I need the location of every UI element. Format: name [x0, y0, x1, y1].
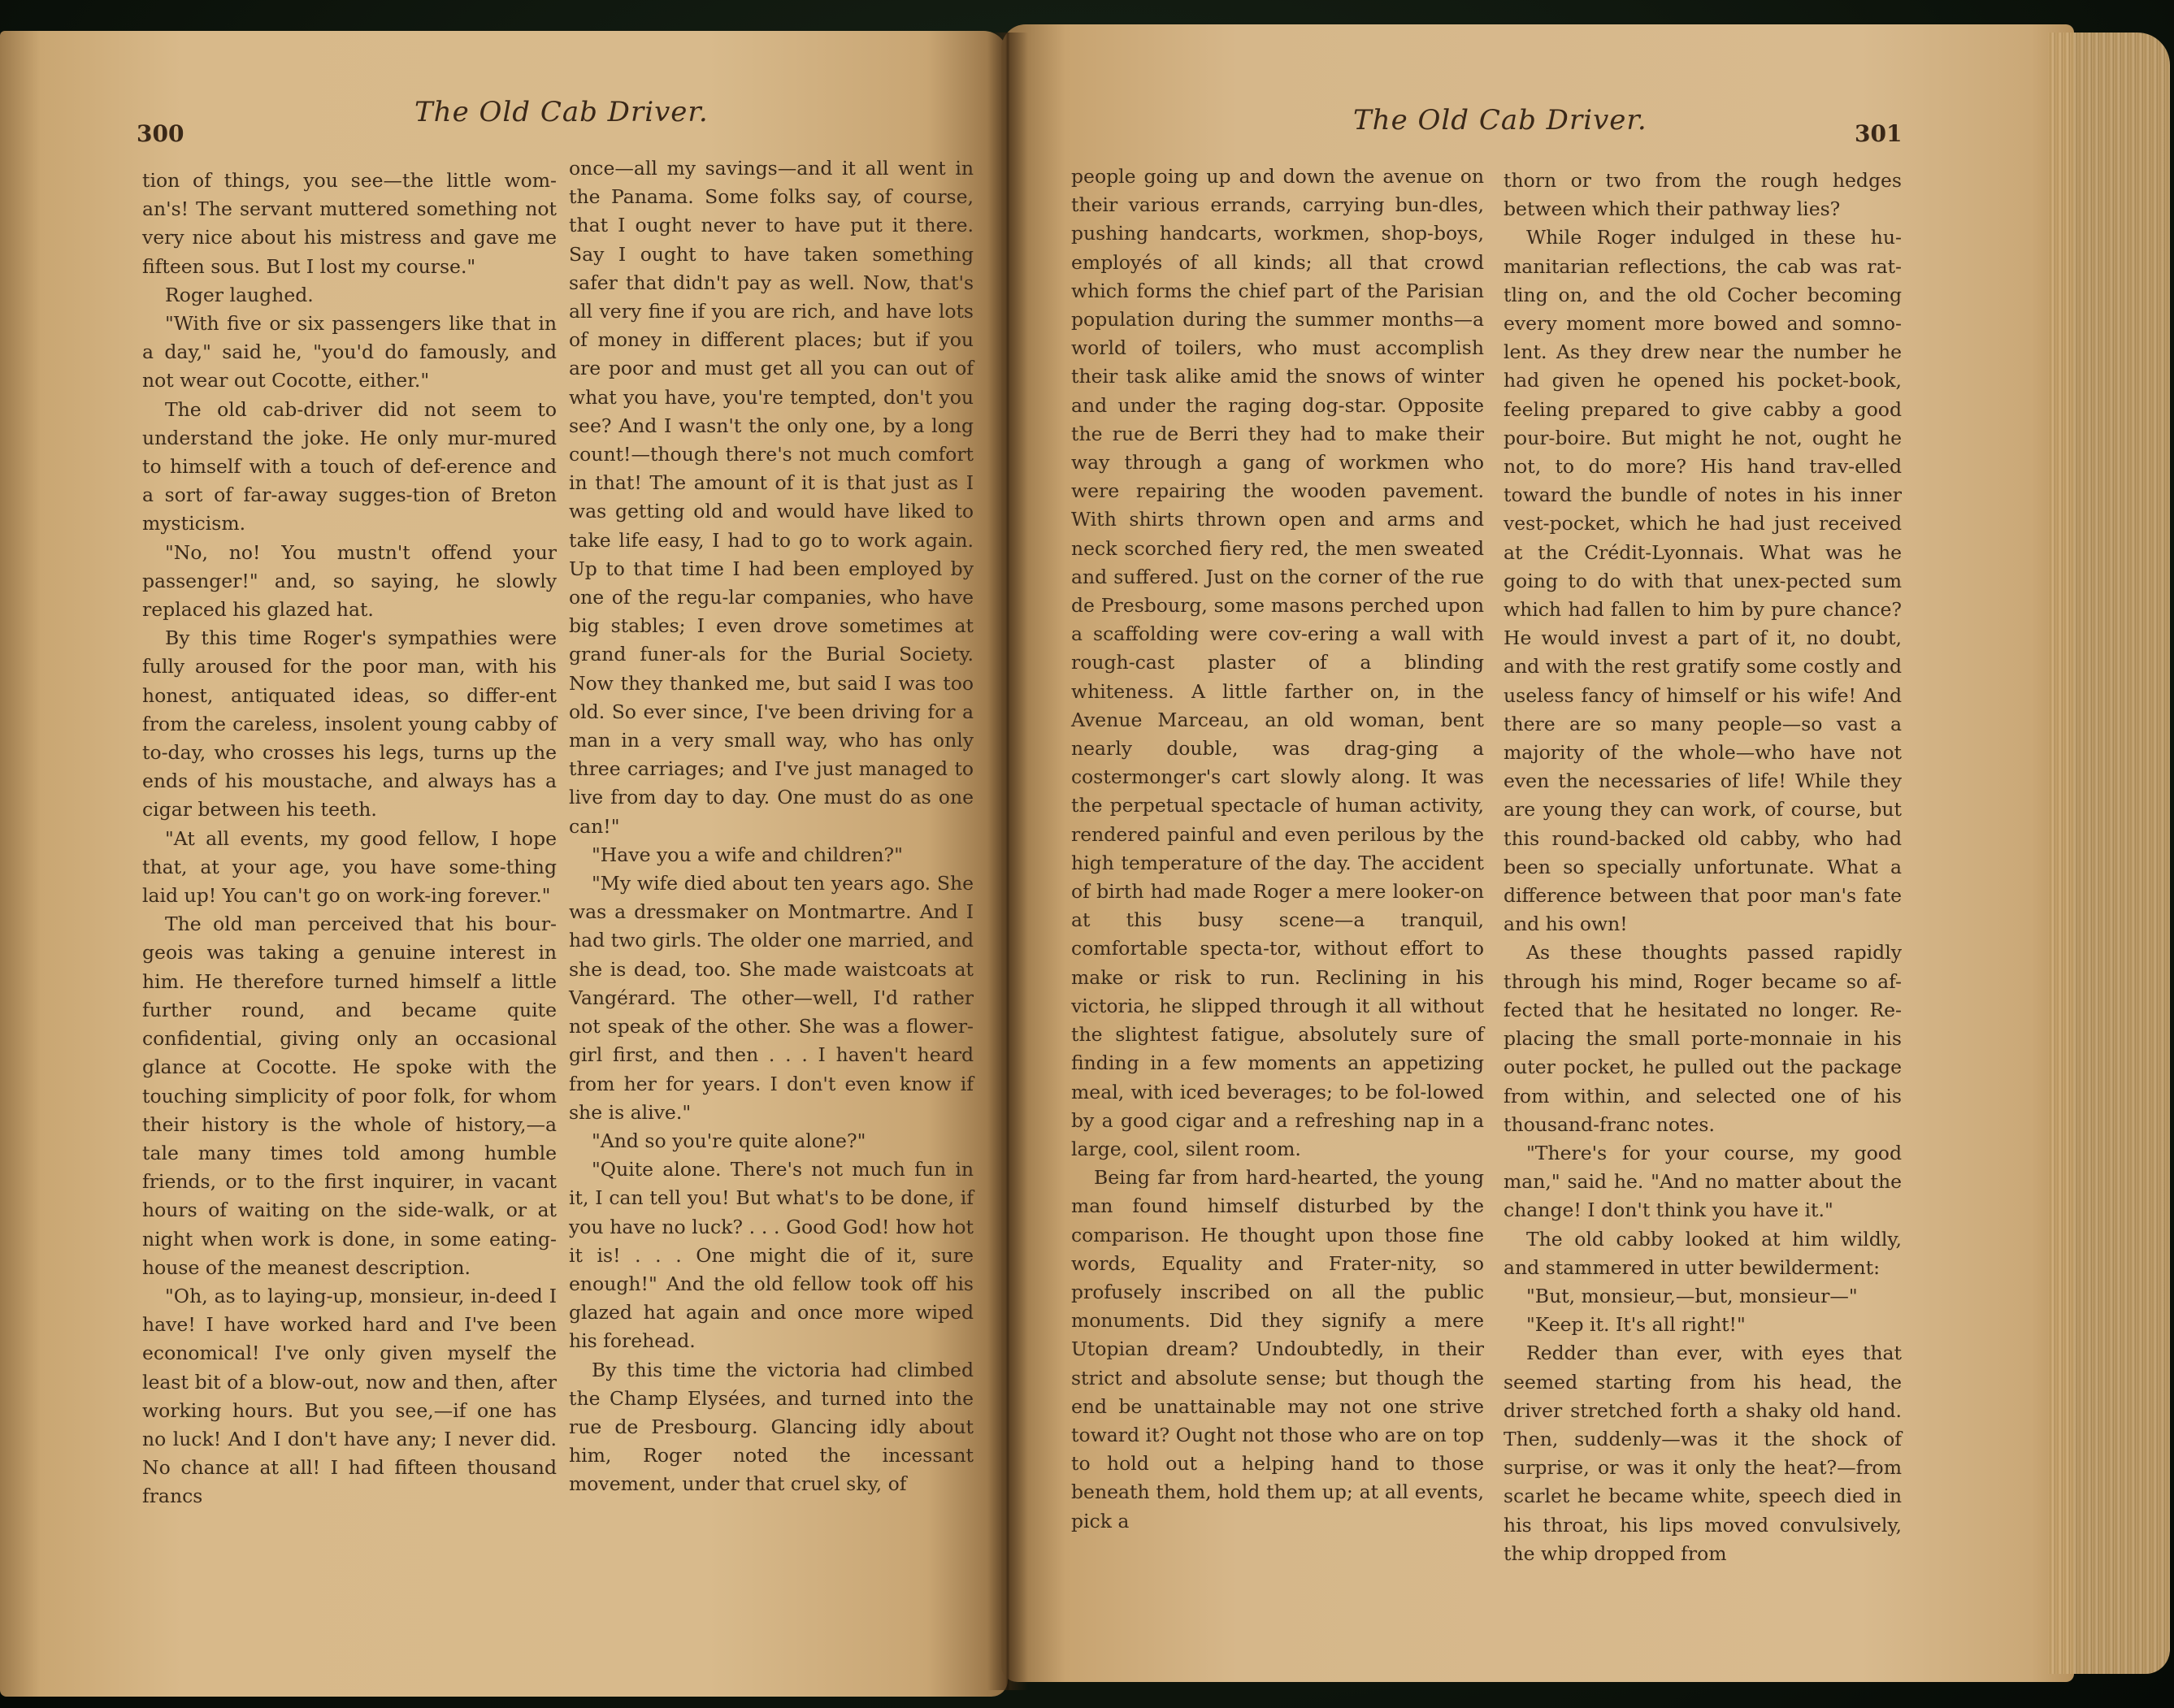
paragraph: Roger laughed.	[165, 283, 314, 306]
paragraph: The old cabby looked at him wildly, and stammered in utter bewilderment:	[1504, 1227, 1902, 1279]
left-column-2	[569, 154, 974, 1499]
right-page-number: 301	[1855, 120, 1903, 147]
paragraph: "With five or six passengers like that in a day," said he, "you'd do famously, and not wear out Cocotte, either."	[142, 312, 557, 392]
right-column-1	[1071, 163, 1484, 1536]
right-column-2	[1504, 167, 1902, 1568]
paragraph: The old cab-driver did not seem to understand the joke. He only mur-mured to himself with a touch of def-erence and a sort of far-away sugges-tion of Breton mysticism.	[142, 397, 557, 535]
paragraph: "There's for your course, my good man," said he. "And no matter about the change! I don't think you have it."	[1504, 1141, 1902, 1222]
paragraph: thorn or two from the rough hedges between which their pathway lies?	[1504, 169, 1902, 221]
paragraph: As these thoughts passed rapidly through his mind, Roger became so af-fected that he hesitated no longer. Re-placing the small porte-monnaie in his outer pocket, he pulled out the package from within, and selected one of his thousand-franc notes.	[1504, 941, 1902, 1136]
paragraph: The old man perceived that his bour-geois was taking a genuine interest in him. He therefore turned himself a little further round, and became quite confidential, giving only an occasional glance at Cocotte. He spoke with the touching simplicity of poor folk, for whom their history is the whole of history,—a tale many times told among humble friends, or to the first inquirer, in vacant hours of waiting on the side-walk, or at night when work is done, in some eating-house of the meanest description.	[142, 913, 557, 1279]
page-edges	[2048, 33, 2170, 1674]
right-running-head: The Old Cab Driver.	[1353, 104, 1647, 137]
left-column-1	[142, 167, 557, 1511]
paragraph: people going up and down the avenue on their various errands, carrying bun-dles, pushing handcarts, workmen, shop-boys, employés of all kinds; all that crowd which forms the chief part of the Parisian population during the summer months—a world of toilers, who must accomplish their task alike amid the snows of winter and under the raging dog-star. Opposite the rue de Berri they had to make their way through a gang of workmen who were repairing the wooden pavement. With shirts thrown open and arms and neck scorched fiery red, the men sweated and suffered. Just on the corner of the rue de Presbourg, some masons perched upon a scaffolding were cov-ering a wall with rough-cast plaster of a blinding whiteness. A little farther on, in the Avenue Marceau, an old woman, bent nearly double, was drag-ging a costermonger's cart slowly along. It was the perpetual spectacle of human activity, rendered painful and even perilous by the high temperature of the day. The accident of birth had made Roger a mere looker-on at this busy scene—a tranquil, comfortable specta-tor, without effort to make or risk to run. Reclining in his victoria, he slipped through it all without the slightest fatigue, absolutely sure of finding in a few moments an appetizing meal, with iced beverages; to be fol-lowed by a good cigar and a refreshing nap in a large, cool, silent room.	[1071, 165, 1484, 1160]
paragraph: Being far from hard-hearted, the young man found himself disturbed by the comparison. He thought upon those fine words, Equality and Frater-nity, so profusely inscribed on all the public monuments. Did they signify a mere Utopian dream? Undoubtedly, in their strict and absolute sense; but though the end be unattainable may not one strive toward it? Ought not those who are on top to hold out a helping hand to those beneath them, hold them up; at all events, pick a	[1071, 1166, 1484, 1532]
paragraph: "Oh, as to laying-up, monsieur, in-deed I have! I have worked hard and I've been economical! I've only given myself the least bit of a blow-out, now and then, after working hours. But you see,—if one has no luck! And I don't have any; I never did. No chance at all! I had fifteen thousand francs	[142, 1284, 557, 1508]
paragraph: "Quite alone. There's not much fun in it, I can tell you! But what's to be done, if you have no luck? . . . Good God! how hot it is! . . . One might die of it, sure enough!" And the old fellow took off his glazed hat again and once more wiped his forehead.	[569, 1158, 974, 1353]
left-page-number: 300	[137, 120, 184, 147]
paragraph: While Roger indulged in these hu-manitarian reflections, the cab was rat-tling on, and the old Cocher becoming every moment more bowed and somno-lent. As they drew near the number he had given he opened his pocket-book, feeling prepared to give cabby a good pour-boire. But might he not, ought he not, to do more? His hand trav-elled toward the bundle of notes in his inner vest-pocket, which he had just received at the Crédit-Lyonnais. What was he going to do with that unex-pected sum which had fallen to him by pure chance? He would invest a part of it, no doubt, and with the rest gratify some costly and useless fancy of himself or his wife! And there are so many people—so vast a majority of the whole—who have not even the necessaries of life! While they are young they can work, of course, but this round-backed old cabby, who had been so specially unfortunate. What a difference between that poor man's fate and his own!	[1504, 226, 1902, 936]
paragraph: By this time Roger's sympathies were fully aroused for the poor man, with his honest, antiquated ideas, so differ-ent from the careless, insolent young cabby of to-day, who crosses his legs, turns up the ends of his moustache, and always has a cigar between his teeth.	[142, 626, 557, 821]
paragraph: "At all events, my good fellow, I hope that, at your age, you have some-thing laid up! You can't go on work-ing forever."	[142, 826, 557, 908]
paragraph: Redder than ever, with eyes that seemed starting from his head, the driver stretched forth a shaky old hand. Then, suddenly—was it the shock of surprise, or was it only the heat?—from scarlet he became white, speech died in his throat, his lips moved convulsively, the whip dropped from	[1504, 1342, 1902, 1565]
paragraph: "No, no! You mustn't offend your passenger!" and, so saying, he slowly replaced his glazed hat.	[142, 540, 557, 622]
paragraph: "My wife died about ten years ago. She was a dressmaker on Montmartre. And I had two girls. The older one married, and she is dead, too. She made waistcoats at Vangérard. The other—well, I'd rather not speak of the other. She was a flower-girl first, and then . . . I haven't heard from her for years. I don't even know if she is alive."	[569, 872, 974, 1124]
paragraph: "And so you're quite alone?"	[592, 1129, 866, 1152]
book-gutter	[987, 33, 1028, 1690]
paragraph: "Keep it. It's all right!"	[1526, 1313, 1746, 1337]
paragraph: "Have you a wife and children?"	[592, 843, 903, 866]
paragraph: "But, monsieur,—but, monsieur—"	[1526, 1284, 1858, 1307]
left-running-head: The Old Cab Driver.	[414, 96, 709, 128]
paragraph: once—all my savings—and it all went in the Panama. Some folks say, of course, that I ought never to have put it there. Say I ought to have taken something safer that didn't pay as well. Now, that's all very fine if you are rich, and have lots of money in different places; but if you are poor and must get all you can out of what you have, you're tempted, don't you see? And I wasn't the only one, by a long count!—though there's not much comfort in that! The amount of it is that just as I was getting old and would have liked to take life easy, I had to go to work again. Up to that time I had been employed by one of the regu-lar companies, who have big stables; I even drove sometimes at grand funer-als for the Burial Society. Now they thanked me, but said I was too old. So ever since, I've been driving for a man in a very small way, who has only three carriages; and I've just managed to live from day to day. One must do as one can!"	[569, 157, 974, 838]
paragraph: By this time the victoria had climbed the Champ Elysées, and turned into the rue de Presbourg. Glancing idly about him, Roger noted the incessant movement, under that cruel sky, of	[569, 1358, 974, 1496]
paragraph: tion of things, you see—the little wom-an's! The servant muttered something not very nice about his mistress and gave me fifteen sous. But I lost my course."	[142, 169, 557, 278]
